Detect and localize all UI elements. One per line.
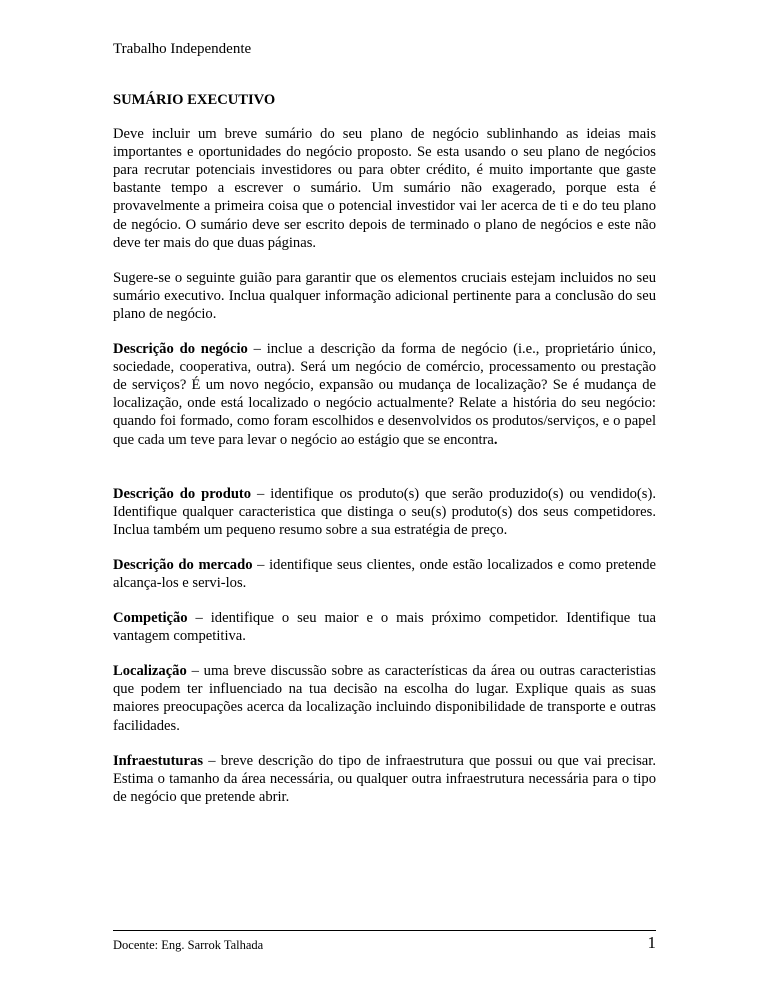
paragraph-lead: Descrição do produto [113, 485, 252, 502]
infrastructure-paragraph [113, 752, 656, 806]
paragraph-lead: Localização [113, 663, 187, 680]
paragraph-text: – breve descrição do tipo de infraestrutura que possui ou que vai precisar. Estima o tamanho da área necessária, ou qualquer outra infraestrutura necessária para o tipo de negócio que pretende abrir. [113, 752, 656, 805]
paragraph-end: . [493, 431, 498, 448]
paragraph-text: – inclue a descrição da forma de negócio (i.e., proprietário único, sociedade, cooperativa, outra). Será um negócio de comércio, processamento ou prestação de serviços? É um novo negócio, expansão ou mudança de localização? Se é mudança de localização, onde está localizado o negócio actualmente? Relate a história do seu negócio: quando foi formado, como foram escolhidos e desenvolvidos os produtos/serviços, e o papel que cada um teve para levar o negócio ao estágio que se encontra [113, 341, 656, 448]
paragraph-text: – identifique o seu maior e o mais próximo competidor. Identifique tua vantagem competitiva. [113, 610, 656, 645]
business-description-paragraph [113, 340, 656, 449]
paragraph-lead: Infraestuturas [113, 752, 203, 769]
paragraph-lead: Competição [113, 610, 188, 627]
footer-author: Docente: Eng. Sarrok Talhada [113, 938, 264, 952]
paragraph-text: – identifique os produto(s) que serão produzido(s) ou vendido(s). Identifique qualquer caracteristica que distinga o seu(s) produto(s) dos seus competidores. Inclua também um pequeno resumo sobre a sua estratégia de preço. [113, 485, 656, 538]
page-number: 1 [647, 933, 656, 952]
paragraph-text: – uma breve discussão sobre as características da área ou outras caracteristias que podem ter influenciado na tua decisão na escolha do lugar. Explique quais as suas maiores preocupações acerca da localização incluindo disponibilidade de transporte e outras facilidades. [113, 663, 656, 734]
paragraph-lead: Descrição do negócio [113, 341, 248, 358]
paragraph-text: – identifique seus clientes, onde estão localizados e como pretende alcança-los e servi-los. [113, 556, 656, 591]
paragraph-lead: Descrição do mercado [113, 556, 253, 573]
guide-paragraph: Sugere-se o seguinte guião para garantir que os elementos cruciais estejam incluidos no seu sumário executivo. Inclua qualquer informação adicional pertinente para a conclusão do seu plano de negócio. [113, 269, 656, 322]
product-description-paragraph [113, 485, 656, 539]
competition-paragraph [113, 609, 656, 645]
page-footer [113, 930, 656, 961]
intro-paragraph: Deve incluir um breve sumário do seu plano de negócio sublinhando as ideias mais importantes e oportunidades do negócio proposto. Se esta usando o seu plano de negócios para recrutar potenciais investidores ou para obter crédito, é muito importante que gaste bastante tempo a escrever o sumário. Um sumário não exagerado, porque esta é provavelmente a primeira coisa que o potencial investidor vai ler acerca de ti e do teu plano de negócio. O sumário deve ser escrito depois de terminado o plano de negócios e este não deve ter mais do que duas páginas. [113, 126, 656, 251]
document-body [113, 91, 656, 823]
page-header: Trabalho Independente [113, 41, 252, 57]
section-title: SUMÁRIO EXECUTIVO [113, 92, 276, 108]
market-description-paragraph [113, 556, 656, 592]
location-paragraph [113, 662, 656, 734]
